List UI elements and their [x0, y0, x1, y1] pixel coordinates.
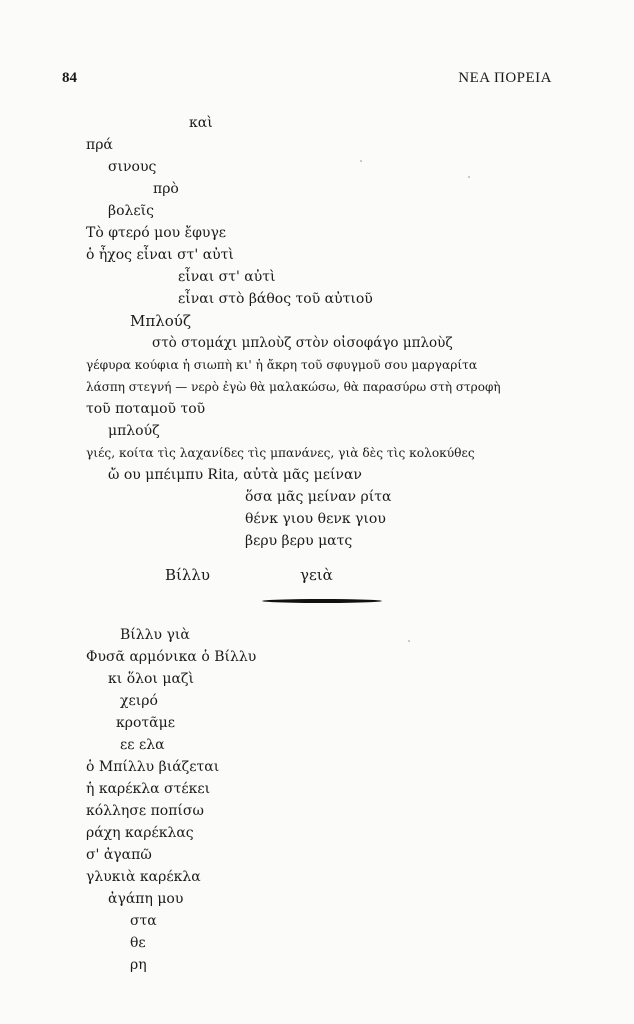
- poem-line: μπλούζ: [108, 423, 160, 439]
- poem-line: στα: [130, 913, 157, 929]
- poem-line: Βίλλυ: [165, 566, 211, 584]
- poem-line: ἡ καρέκλα στέκει: [86, 781, 211, 797]
- poem-line: ἀγάπη μου: [108, 891, 184, 907]
- poem-line: πρὸ: [153, 181, 179, 197]
- page-number: 84: [62, 70, 77, 86]
- poem-line: ὁ Μπίλλυ βιάζεται: [86, 759, 220, 775]
- poem-line: κι ὅλοι μαζὶ: [108, 671, 194, 687]
- poem-line: εε ελα: [120, 737, 165, 753]
- poem-line: γειὰ: [300, 566, 333, 584]
- poem-line: [108, 466, 362, 484]
- poem-line: λάσπη στεγνή — νερὸ ἐγὼ θὰ μαλακώσω, θὰ παρασύρω στὴ στροφὴ: [86, 380, 501, 394]
- poem-line: ράχη καρέκλας: [86, 825, 194, 841]
- paper-speck: [360, 160, 362, 162]
- poem-line: γιές, κοίτα τὶς λαχανίδες τὶς μπανάνες, γιὰ δὲς τὶς κολοκύθες: [86, 446, 475, 460]
- poem-line: τοῦ ποταμοῦ τοῦ: [86, 401, 206, 417]
- poem-line: πρά: [86, 137, 113, 153]
- poem-line: εἶναι στ' αὐτὶ: [178, 269, 276, 285]
- poem-line: κροτᾶμε: [116, 715, 175, 731]
- poem-line: καὶ: [189, 115, 213, 131]
- poem-line: Φυσᾶ αρμόνικα ὁ Βίλλυ: [86, 649, 257, 665]
- poem-line: γλυκιὰ καρέκλα: [86, 869, 201, 885]
- poem-line: Βίλλυ γιὰ: [120, 627, 190, 643]
- running-header: [62, 70, 552, 94]
- poem-line: στὸ στομάχι μπλοὺζ στὸν οἰσοφάγο μπλοὺζ: [152, 335, 453, 351]
- poem-text: ὤ ου μπέιμπυ: [108, 467, 204, 483]
- section-divider: [262, 599, 382, 603]
- poem-line: Τὸ φτερό μου ἔφυγε: [86, 225, 227, 241]
- poem-line: Μπλούζ: [130, 312, 192, 330]
- poem-line: σ' ἀγαπῶ: [86, 847, 152, 863]
- poem-line: εἶναι στὸ βάθος τοῦ αὐτιοῦ: [178, 291, 373, 307]
- poem-line: βολεῖς: [108, 203, 154, 219]
- poem-line: ὅσα μᾶς μείναν ρίτα: [245, 489, 392, 505]
- latin-name: Rita: [207, 466, 235, 483]
- poem-line: βερυ βερυ ματς: [245, 533, 353, 549]
- poem-line: χειρό: [120, 693, 158, 709]
- journal-title: ΝΕΑ ΠΟΡΕΙΑ: [458, 70, 552, 86]
- poem-line: ὁ ἦχος εἶναι στ' αὐτὶ: [86, 247, 234, 263]
- poem-line: θένκ γιου θενκ γιου: [245, 511, 386, 527]
- poem-line: θε: [130, 935, 146, 951]
- poem-text: , αὐτὰ μᾶς μείναν: [234, 467, 362, 483]
- poem-line: γέφυρα κούφια ἡ σιωπὴ κι' ἡ ἄκρη τοῦ σφυγμοῦ σου μαργαρίτα: [86, 358, 478, 372]
- paper-speck: [468, 176, 470, 178]
- poem-line: ρη: [130, 957, 147, 973]
- poem-line: κόλλησε ποπίσω: [86, 803, 204, 819]
- paper-speck: [408, 640, 410, 642]
- poem-line: σινους: [108, 159, 157, 175]
